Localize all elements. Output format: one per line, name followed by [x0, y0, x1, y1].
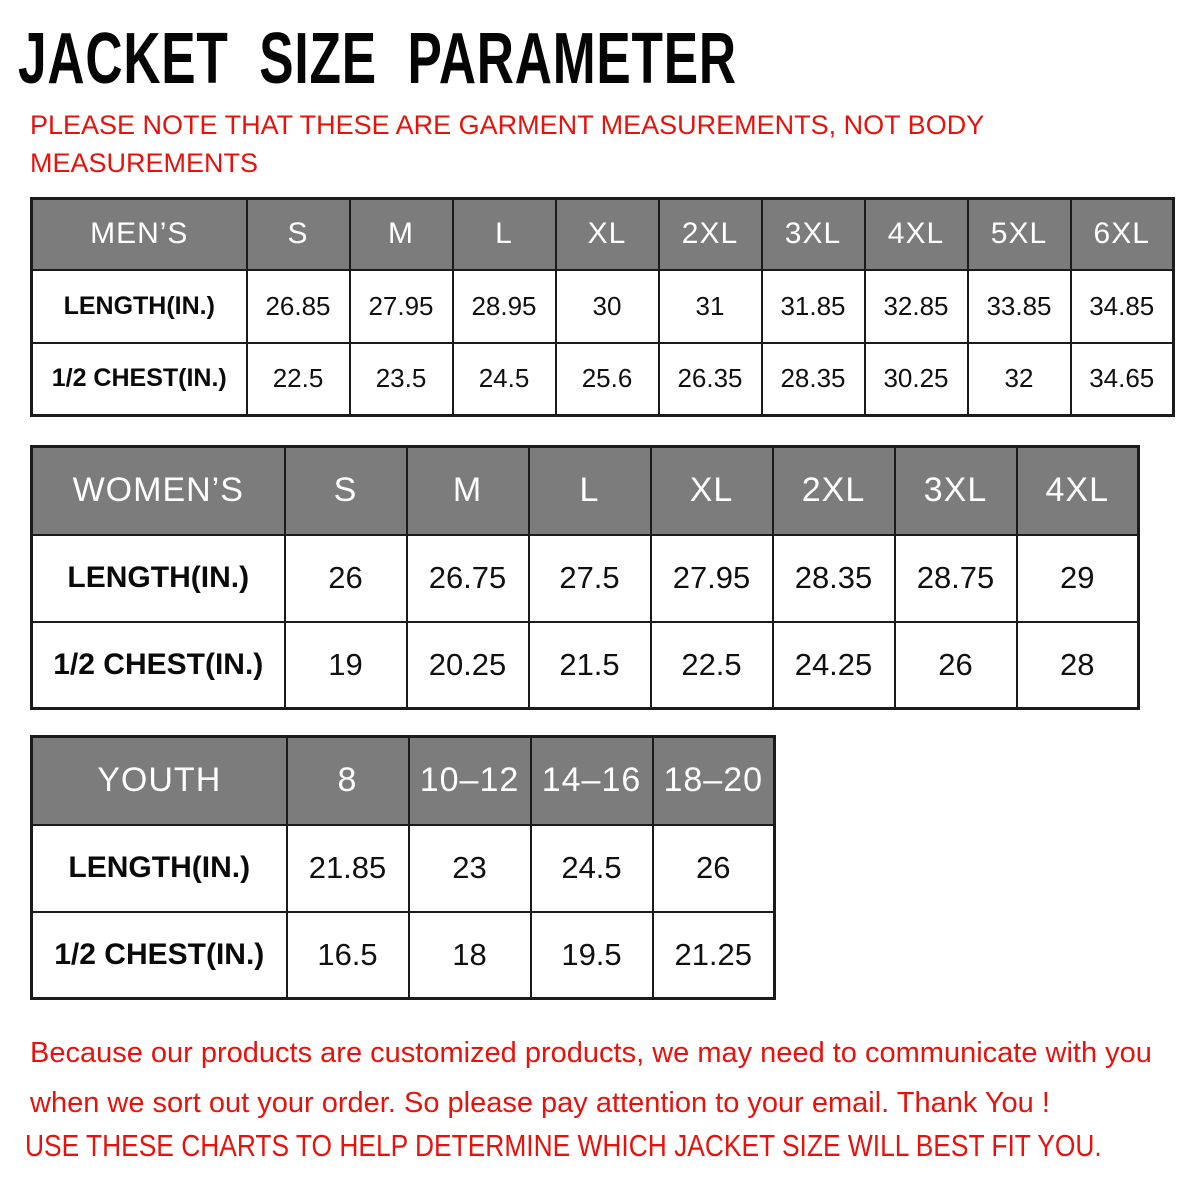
- youth-chest-18-20: 21.25: [653, 912, 775, 999]
- youth-header-row: [32, 737, 775, 825]
- womens-chest-l: 21.5: [529, 622, 651, 709]
- youth-chest-label: 1/2 CHEST(IN.): [32, 912, 287, 999]
- womens-chest-2xl: 24.25: [773, 622, 895, 709]
- youth-length-10-12: 23: [409, 825, 531, 912]
- youth-length-label: LENGTH(IN.): [32, 825, 287, 912]
- note-line-2: MEASUREMENTS: [30, 148, 259, 178]
- womens-size-table: [30, 445, 1140, 710]
- womens-length-4xl: 29: [1017, 535, 1139, 622]
- mens-size-col-6xl: 6XL: [1071, 199, 1174, 270]
- customization-notice-line-1: Because our products are customized products, we may need to communicate with you: [30, 1037, 1152, 1069]
- mens-chest-4xl: 30.25: [865, 343, 968, 416]
- youth-size-col-8: 8: [287, 737, 409, 825]
- mens-length-m: 27.95: [350, 270, 453, 343]
- chart-usage-note: USE THESE CHARTS TO HELP DETERMINE WHICH JACKET SIZE WILL BEST FIT YOU.: [25, 1128, 1102, 1163]
- mens-chest-2xl: 26.35: [659, 343, 762, 416]
- mens-size-col-3xl: 3XL: [762, 199, 865, 270]
- mens-length-4xl: 32.85: [865, 270, 968, 343]
- womens-size-col-l: L: [529, 447, 651, 535]
- youth-chest-14-16: 19.5: [531, 912, 653, 999]
- womens-size-col-s: S: [285, 447, 407, 535]
- womens-chest-label: 1/2 CHEST(IN.): [32, 622, 285, 709]
- mens-chest-label: 1/2 CHEST(IN.): [32, 343, 247, 416]
- womens-length-xl: 27.95: [651, 535, 773, 622]
- womens-length-2xl: 28.35: [773, 535, 895, 622]
- mens-chest-3xl: 28.35: [762, 343, 865, 416]
- mens-table-title: MEN’S: [32, 199, 247, 270]
- mens-size-col-2xl: 2XL: [659, 199, 762, 270]
- womens-size-col-2xl: 2XL: [773, 447, 895, 535]
- youth-table-title: YOUTH: [32, 737, 287, 825]
- garment-measurement-note: [30, 106, 984, 182]
- youth-length-row: [32, 825, 775, 912]
- youth-size-table: [30, 735, 776, 1000]
- womens-chest-s: 19: [285, 622, 407, 709]
- womens-length-3xl: 28.75: [895, 535, 1017, 622]
- youth-length-14-16: 24.5: [531, 825, 653, 912]
- womens-chest-3xl: 26: [895, 622, 1017, 709]
- womens-header-row: [32, 447, 1139, 535]
- mens-chest-m: 23.5: [350, 343, 453, 416]
- womens-length-row: [32, 535, 1139, 622]
- womens-length-m: 26.75: [407, 535, 529, 622]
- customization-notice-line-2: when we sort out your order. So please pay attention to your email. Thank You !: [30, 1087, 1050, 1119]
- mens-chest-xl: 25.6: [556, 343, 659, 416]
- mens-chest-5xl: 32: [968, 343, 1071, 416]
- mens-size-col-m: M: [350, 199, 453, 270]
- womens-length-label: LENGTH(IN.): [32, 535, 285, 622]
- mens-length-l: 28.95: [453, 270, 556, 343]
- mens-chest-l: 24.5: [453, 343, 556, 416]
- mens-header-row: [32, 199, 1174, 270]
- womens-length-l: 27.5: [529, 535, 651, 622]
- womens-length-s: 26: [285, 535, 407, 622]
- youth-size-col-10-12: 10–12: [409, 737, 531, 825]
- youth-size-col-18-20: 18–20: [653, 737, 775, 825]
- womens-chest-4xl: 28: [1017, 622, 1139, 709]
- womens-size-col-4xl: 4XL: [1017, 447, 1139, 535]
- mens-length-row: [32, 270, 1174, 343]
- womens-chest-row: [32, 622, 1139, 709]
- mens-length-3xl: 31.85: [762, 270, 865, 343]
- womens-table-title: WOMEN’S: [32, 447, 285, 535]
- womens-size-col-m: M: [407, 447, 529, 535]
- page-title: JACKET SIZE PARAMETER: [18, 17, 737, 99]
- mens-size-col-4xl: 4XL: [865, 199, 968, 270]
- youth-length-8: 21.85: [287, 825, 409, 912]
- youth-chest-row: [32, 912, 775, 999]
- mens-length-5xl: 33.85: [968, 270, 1071, 343]
- youth-length-18-20: 26: [653, 825, 775, 912]
- mens-size-col-xl: XL: [556, 199, 659, 270]
- mens-length-label: LENGTH(IN.): [32, 270, 247, 343]
- mens-size-col-s: S: [247, 199, 350, 270]
- mens-size-col-5xl: 5XL: [968, 199, 1071, 270]
- note-line-1: PLEASE NOTE THAT THESE ARE GARMENT MEASUREMENTS, NOT BODY: [30, 110, 985, 140]
- customization-notice: [30, 1028, 1200, 1128]
- mens-chest-6xl: 34.65: [1071, 343, 1174, 416]
- mens-chest-row: [32, 343, 1174, 416]
- mens-size-col-l: L: [453, 199, 556, 270]
- mens-length-6xl: 34.85: [1071, 270, 1174, 343]
- mens-length-2xl: 31: [659, 270, 762, 343]
- womens-chest-m: 20.25: [407, 622, 529, 709]
- mens-length-s: 26.85: [247, 270, 350, 343]
- youth-chest-10-12: 18: [409, 912, 531, 999]
- womens-size-col-3xl: 3XL: [895, 447, 1017, 535]
- youth-chest-8: 16.5: [287, 912, 409, 999]
- mens-length-xl: 30: [556, 270, 659, 343]
- mens-size-table: [30, 197, 1175, 417]
- mens-chest-s: 22.5: [247, 343, 350, 416]
- youth-size-col-14-16: 14–16: [531, 737, 653, 825]
- womens-chest-xl: 22.5: [651, 622, 773, 709]
- womens-size-col-xl: XL: [651, 447, 773, 535]
